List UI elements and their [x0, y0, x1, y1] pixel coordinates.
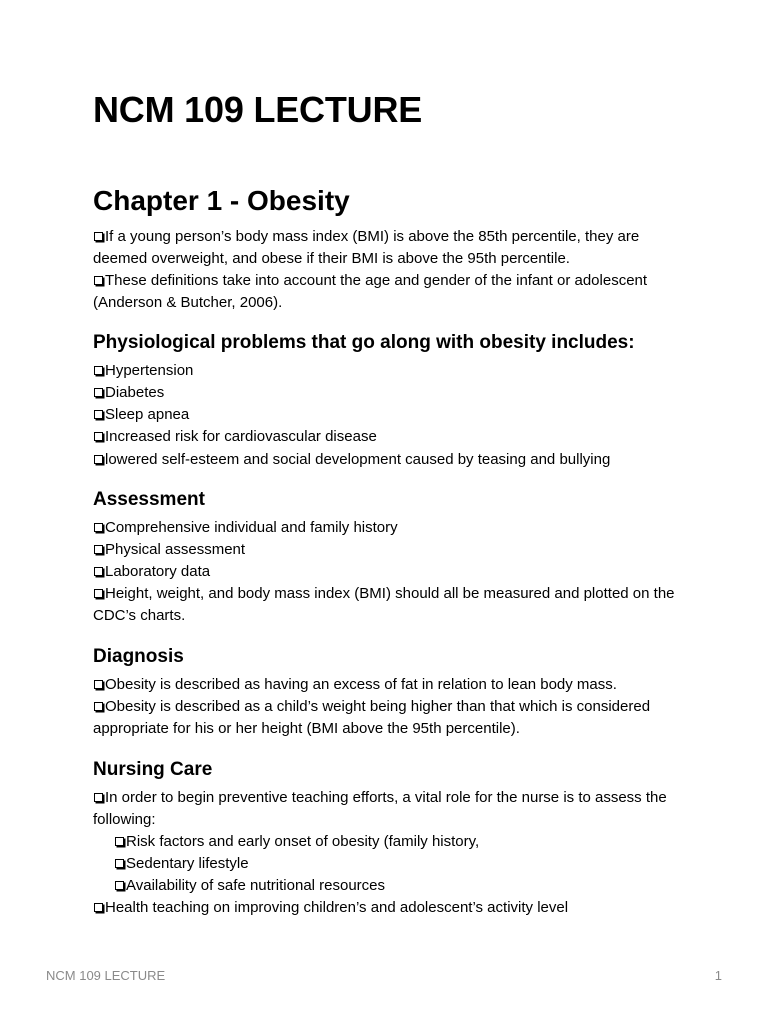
checkbox-bullet-icon: [94, 903, 103, 912]
diagnosis-heading: Diagnosis: [93, 646, 184, 667]
checkbox-bullet-icon: [94, 232, 103, 241]
checkbox-bullet-icon: [94, 432, 103, 441]
list-item: Health teaching on improving children’s and adolescent’s activity level: [93, 897, 683, 919]
assessment-heading: Assessment: [93, 489, 205, 510]
checkbox-bullet-icon: [94, 276, 103, 285]
checkbox-bullet-icon: [94, 793, 103, 802]
chapter-title: Chapter 1 - Obesity: [93, 185, 350, 216]
sub-list-item: Sedentary lifestyle: [114, 853, 683, 875]
sub-list-item: Risk factors and early onset of obesity (family history,: [114, 831, 683, 853]
checkbox-bullet-icon: [94, 589, 103, 598]
list-item: Obesity is described as having an excess of fat in relation to lean body mass.: [93, 674, 683, 696]
checkbox-bullet-icon: [115, 881, 124, 890]
checkbox-bullet-icon: [115, 859, 124, 868]
sub-list-item: Availability of safe nutritional resources: [114, 875, 683, 897]
checkbox-bullet-icon: [94, 680, 103, 689]
checkbox-bullet-icon: [94, 410, 103, 419]
list-item: Diabetes: [93, 382, 683, 404]
list-item: Physical assessment: [93, 539, 683, 561]
intro-paragraph-1: If a young person’s body mass index (BMI) is above the 85th percentile, they are deemed overweight, and obese if their BMI is above the 95th percentile.: [93, 228, 640, 267]
list-item: Hypertension: [93, 360, 683, 382]
document-title: NCM 109 LECTURE: [93, 89, 423, 130]
list-item: In order to begin preventive teaching efforts, a vital role for the nurse is to assess the following:: [93, 789, 667, 828]
checkbox-bullet-icon: [94, 366, 103, 375]
footer-title: NCM 109 LECTURE: [46, 968, 166, 983]
physiological-heading: Physiological problems that go along with obesity includes:: [93, 332, 635, 353]
checkbox-bullet-icon: [94, 523, 103, 532]
checkbox-bullet-icon: [94, 567, 103, 576]
intro-paragraph-2: These definitions take into account the age and gender of the infant or adolescent (Anderson & Butcher, 2006).: [93, 272, 648, 311]
list-item: Sleep apnea: [93, 404, 683, 426]
checkbox-bullet-icon: [94, 455, 103, 464]
nursing-care-heading: Nursing Care: [93, 759, 213, 780]
page-number: 1: [714, 968, 722, 983]
checkbox-bullet-icon: [115, 837, 124, 846]
list-item: lowered self-esteem and social development caused by teasing and bullying: [93, 449, 683, 471]
list-item: Height, weight, and body mass index (BMI) should all be measured and plotted on the CDC’s charts.: [93, 585, 675, 624]
list-item: Comprehensive individual and family history: [93, 517, 683, 539]
list-item: Obesity is described as a child’s weight being higher than that which is considered appropriate for his or her height (BMI above the 95th percentile).: [93, 698, 651, 737]
checkbox-bullet-icon: [94, 545, 103, 554]
checkbox-bullet-icon: [94, 388, 103, 397]
list-item: Increased risk for cardiovascular disease: [93, 426, 683, 448]
list-item: Laboratory data: [93, 561, 683, 583]
checkbox-bullet-icon: [94, 702, 103, 711]
